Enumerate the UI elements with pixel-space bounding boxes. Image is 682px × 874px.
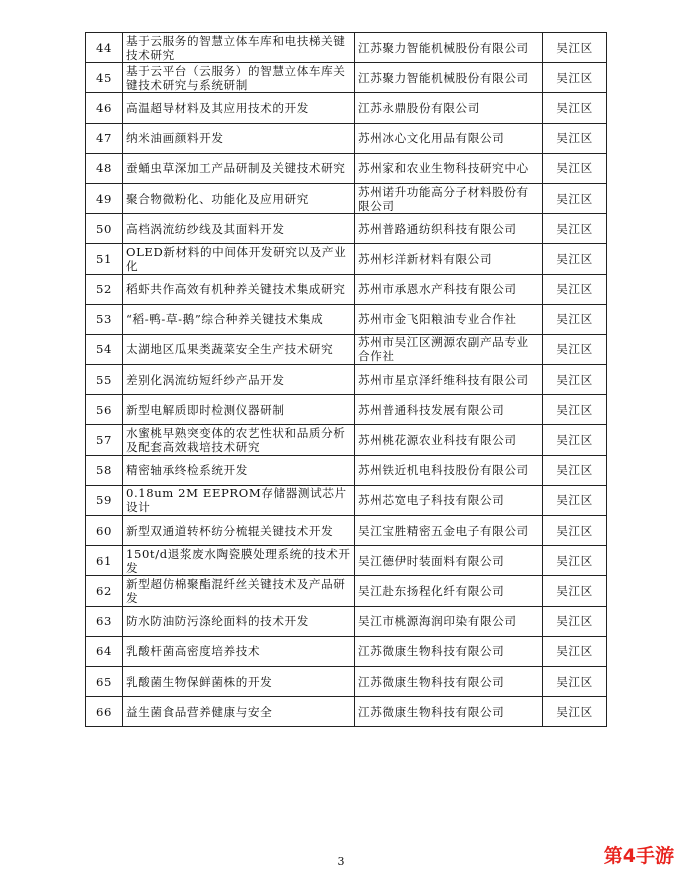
region-name: 吴江区 [543,304,607,334]
row-number: 49 [86,183,123,213]
project-name: 新型超仿棉聚酯混纤丝关键技术及产品研发 [123,576,355,606]
region-name: 吴江区 [543,214,607,244]
organization-name: 苏州诺升功能高分子材料股份有限公司 [355,183,543,213]
region-name: 吴江区 [543,395,607,425]
row-number: 47 [86,123,123,153]
row-number: 59 [86,485,123,515]
table-row [86,636,607,666]
region-name: 吴江区 [543,425,607,455]
region-name: 吴江区 [543,365,607,395]
table-row [86,425,607,455]
organization-name: 苏州市承恩水产科技有限公司 [355,274,543,304]
row-number: 50 [86,214,123,244]
table-row [86,365,607,395]
project-name: 蚕蛹虫草深加工产品研制及关键技术研究 [123,153,355,183]
project-name: 基于云平台（云服务）的智慧立体车库关键技术研究与系统研制 [123,63,355,93]
project-name: 乳酸菌生物保鲜菌株的开发 [123,666,355,696]
project-name: 150t/d退浆废水陶瓷膜处理系统的技术开发 [123,546,355,576]
organization-name: 苏州冰心文化用品有限公司 [355,123,543,153]
region-name: 吴江区 [543,153,607,183]
row-number: 58 [86,455,123,485]
region-name: 吴江区 [543,274,607,304]
row-number: 45 [86,63,123,93]
project-name: 0.18um 2M EEPROM存储器测试芯片设计 [123,485,355,515]
page-number: 3 [337,855,345,868]
table-row [86,395,607,425]
table-row [86,455,607,485]
project-name: 纳米油画颜料开发 [123,123,355,153]
table-row [86,606,607,636]
region-name: 吴江区 [543,697,607,727]
organization-name: 苏州铁近机电科技股份有限公司 [355,455,543,485]
row-number: 48 [86,153,123,183]
table-row [86,183,607,213]
table-row [86,334,607,364]
table-row [86,697,607,727]
project-table-body [86,33,607,727]
organization-name: 江苏聚力智能机械股份有限公司 [355,63,543,93]
project-name: 聚合物微粉化、功能化及应用研究 [123,183,355,213]
row-number: 54 [86,334,123,364]
row-number: 55 [86,365,123,395]
region-name: 吴江区 [543,606,607,636]
organization-name: 吴江德伊时装面料有限公司 [355,546,543,576]
project-table [85,32,607,727]
organization-name: 江苏微康生物科技有限公司 [355,666,543,696]
table-row [86,485,607,515]
organization-name: 苏州桃花源农业科技有限公司 [355,425,543,455]
table-row [86,123,607,153]
row-number: 65 [86,666,123,696]
table-row [86,63,607,93]
region-name: 吴江区 [543,123,607,153]
organization-name: 苏州家和农业生物科技研究中心 [355,153,543,183]
project-name: 太湖地区瓜果类蔬菜安全生产技术研究 [123,334,355,364]
project-name: 益生菌食品营养健康与安全 [123,697,355,727]
project-name: 高档涡流纺纱线及其面料开发 [123,214,355,244]
row-number: 44 [86,33,123,63]
row-number: 66 [86,697,123,727]
project-name: 新型双通道转杯纺分梳辊关键技术开发 [123,516,355,546]
region-name: 吴江区 [543,546,607,576]
organization-name: 吴江赴东扬程化纤有限公司 [355,576,543,606]
region-name: 吴江区 [543,576,607,606]
region-name: 吴江区 [543,334,607,364]
organization-name: 苏州杉洋新材料有限公司 [355,244,543,274]
row-number: 46 [86,93,123,123]
region-name: 吴江区 [543,666,607,696]
row-number: 51 [86,244,123,274]
region-name: 吴江区 [543,33,607,63]
organization-name: 苏州普通科技发展有限公司 [355,395,543,425]
row-number: 52 [86,274,123,304]
project-name: 乳酸杆菌高密度培养技术 [123,636,355,666]
organization-name: 苏州市吴江区溯源农副产品专业合作社 [355,334,543,364]
project-name: 高温超导材料及其应用技术的开发 [123,93,355,123]
region-name: 吴江区 [543,183,607,213]
region-name: 吴江区 [543,244,607,274]
project-name: 基于云服务的智慧立体车库和电扶梯关键技术研究 [123,33,355,63]
project-name: 稻虾共作高效有机种养关键技术集成研究 [123,274,355,304]
row-number: 63 [86,606,123,636]
region-name: 吴江区 [543,485,607,515]
organization-name: 苏州普路通纺织科技有限公司 [355,214,543,244]
region-name: 吴江区 [543,516,607,546]
table-row [86,93,607,123]
project-name: 新型电解质即时检测仪器研制 [123,395,355,425]
project-name: 防水防油防污涤纶面料的技术开发 [123,606,355,636]
project-name: OLED新材料的中间体开发研究以及产业化 [123,244,355,274]
organization-name: 江苏永鼎股份有限公司 [355,93,543,123]
project-name: 水蜜桃早熟突变体的农艺性状和品质分析及配套高效栽培技术研究 [123,425,355,455]
region-name: 吴江区 [543,63,607,93]
table-row [86,153,607,183]
region-name: 吴江区 [543,93,607,123]
table-row [86,214,607,244]
table-row [86,244,607,274]
row-number: 53 [86,304,123,334]
table-row [86,516,607,546]
table-row [86,546,607,576]
project-name: “稻-鸭-草-鹅”综合种养关键技术集成 [123,304,355,334]
project-name: 差别化涡流纺短纤纱产品开发 [123,365,355,395]
row-number: 61 [86,546,123,576]
row-number: 60 [86,516,123,546]
table-row [86,33,607,63]
organization-name: 苏州芯宽电子科技有限公司 [355,485,543,515]
site-watermark-logo: 第4手游 [603,845,674,867]
table-row [86,576,607,606]
organization-name: 江苏微康生物科技有限公司 [355,636,543,666]
row-number: 64 [86,636,123,666]
organization-name: 江苏微康生物科技有限公司 [355,697,543,727]
table-row [86,666,607,696]
row-number: 56 [86,395,123,425]
organization-name: 吴江宝胜精密五金电子有限公司 [355,516,543,546]
table-row [86,274,607,304]
row-number: 57 [86,425,123,455]
organization-name: 苏州市金飞阳粮油专业合作社 [355,304,543,334]
region-name: 吴江区 [543,455,607,485]
row-number: 62 [86,576,123,606]
organization-name: 苏州市星京泽纤维科技有限公司 [355,365,543,395]
project-name: 精密轴承终检系统开发 [123,455,355,485]
organization-name: 江苏聚力智能机械股份有限公司 [355,33,543,63]
table-row [86,304,607,334]
region-name: 吴江区 [543,636,607,666]
organization-name: 吴江市桃源海润印染有限公司 [355,606,543,636]
